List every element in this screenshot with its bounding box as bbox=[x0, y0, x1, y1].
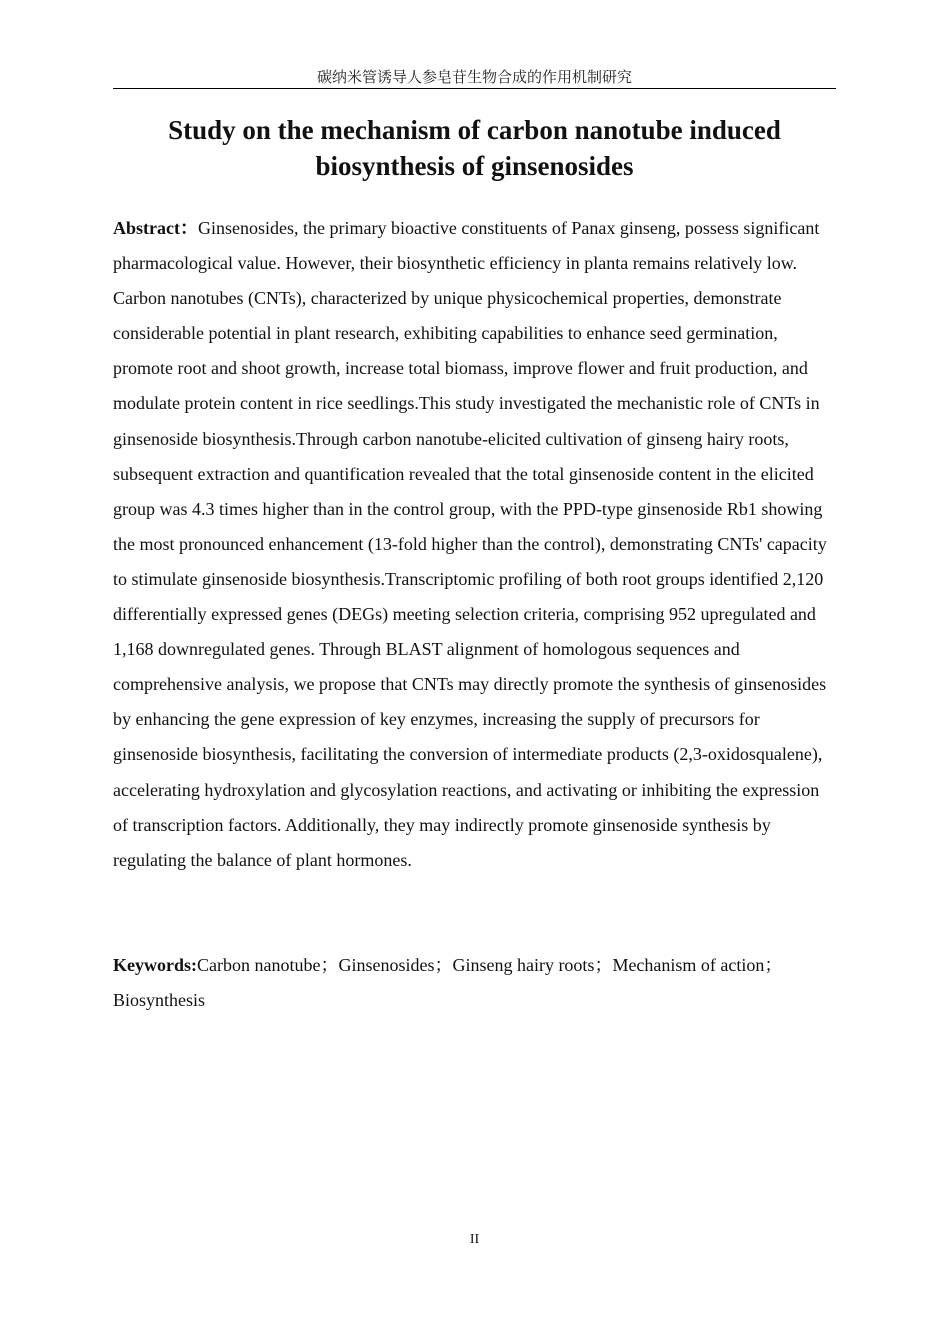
header-rule bbox=[113, 88, 836, 89]
page-number: II bbox=[469, 1232, 480, 1247]
paper-title bbox=[113, 112, 836, 184]
title-line-2: biosynthesis of ginsenosides bbox=[315, 151, 634, 181]
abstract-paragraph bbox=[113, 211, 836, 878]
running-header: 碳纳米管诱导人参皂苷生物合成的作用机制研究 bbox=[316, 68, 632, 86]
keywords-paragraph bbox=[113, 948, 836, 1018]
title-line-1: Study on the mechanism of carbon nanotube induced bbox=[168, 115, 781, 145]
keywords-text: Carbon nanotube；Ginsenosides；Ginseng hairy roots；Mechanism of action；Biosynthesis bbox=[113, 955, 783, 1010]
abstract-label: Abstract： bbox=[113, 218, 198, 238]
keywords-label: Keywords: bbox=[113, 955, 197, 975]
abstract-text: Ginsenosides, the primary bioactive constituents of Panax ginseng, possess significant pharmacological value. However, their biosynthetic efficiency in planta remains relatively low. Carbon nanotubes (CNTs), characterized by unique physicochemical properties, demonstrate considerable potential in plant research, exhibiting capabilities to enhance seed germination, promote root and shoot growth, increase total biomass, improve flower and fruit production, and modulate protein content in rice seedlings.This study investigated the mechanistic role of CNTs in ginsenoside biosynthesis.Through carbon nanotube-elicited cultivation of ginseng hairy roots, subsequent extraction and quantification revealed that the total ginsenoside content in the elicited group was 4.3 times higher than in the control group, with the PPD-type ginsenoside Rb1 showing the most pronounced enhancement (13-fold higher than the control), demonstrating CNTs' capacity to stimulate ginsenoside biosynthesis.Transcriptomic profiling of both root groups identified 2,120 differentially expressed genes (DEGs) meeting selection criteria, comprising 952 upregulated and 1,168 downregulated genes. Through BLAST alignment of homologous sequences and comprehensive analysis, we propose that CNTs may directly promote the synthesis of ginsenosides by enhancing the gene expression of key enzymes, increasing the supply of precursors for ginsenoside biosynthesis, facilitating the conversion of intermediate products (2,3-oxidosqualene), accelerating hydroxylation and glycosylation reactions, and activating or inhibiting the expression of transcription factors. Additionally, they may indirectly promote ginsenoside synthesis by regulating the balance of plant hormones. bbox=[113, 218, 827, 870]
